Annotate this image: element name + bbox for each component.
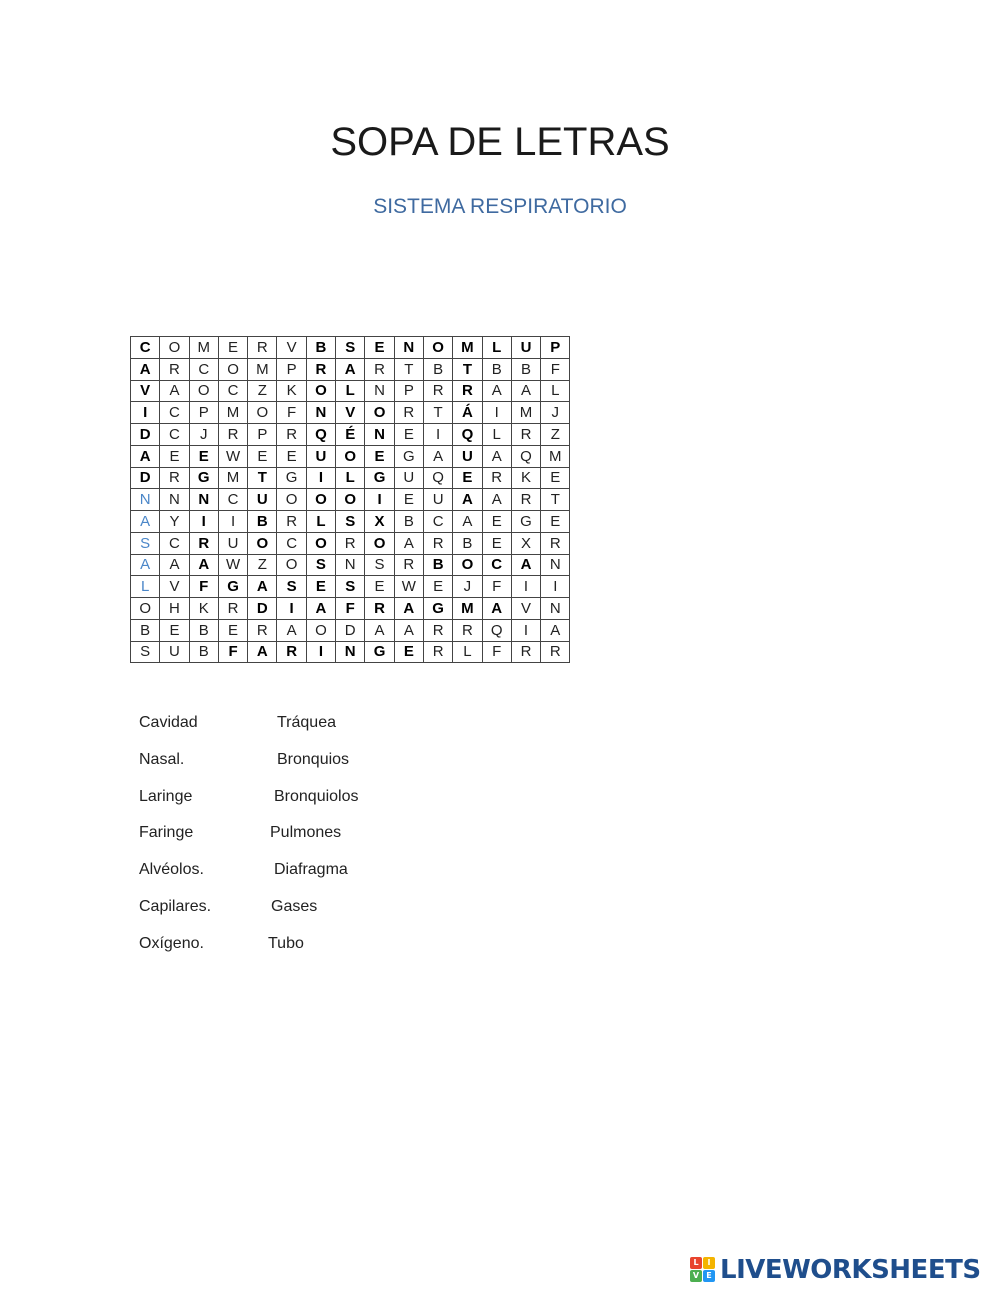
grid-cell[interactable]: F [336,598,365,620]
word-item: Capilares. [139,897,212,915]
word-item: Cavidad [139,714,198,731]
grid-cell[interactable]: T [453,358,482,380]
word-item: Faringe [139,824,194,842]
grid-cell[interactable]: C [160,402,189,424]
grid-cell[interactable]: U [248,489,277,511]
grid-cell[interactable]: I [189,511,218,533]
grid-cell[interactable]: E [394,424,423,446]
grid-cell[interactable]: V [160,576,189,598]
grid-cell[interactable]: I [218,511,247,533]
grid-cell[interactable]: B [248,511,277,533]
grid-cell[interactable]: A [131,445,160,467]
grid-cell[interactable]: R [482,467,511,489]
grid-cell[interactable]: J [541,402,570,424]
grid-cell[interactable]: A [365,619,394,641]
grid-cell[interactable]: N [306,402,335,424]
grid-cell[interactable]: G [218,576,247,598]
word-search-grid [130,336,570,663]
grid-cell[interactable]: C [218,380,247,402]
grid-cell[interactable]: O [189,380,218,402]
grid-row [131,445,570,467]
grid-cell[interactable]: M [218,402,247,424]
grid-cell[interactable]: E [453,467,482,489]
grid-row [131,337,570,359]
liveworksheets-logo [690,1255,981,1285]
grid-cell[interactable]: S [131,532,160,554]
grid-cell[interactable]: P [189,402,218,424]
grid-cell[interactable]: L [482,424,511,446]
grid-row [131,641,570,663]
grid-row [131,402,570,424]
grid-cell[interactable]: R [394,402,423,424]
grid-cell[interactable]: Q [423,467,452,489]
grid-cell[interactable]: B [453,532,482,554]
grid-cell[interactable]: U [453,445,482,467]
grid-cell[interactable]: O [306,380,335,402]
grid-cell[interactable]: M [189,337,218,359]
grid-cell[interactable]: G [511,511,540,533]
grid-cell[interactable]: I [423,424,452,446]
grid-cell[interactable]: L [306,511,335,533]
grid-cell[interactable]: S [336,576,365,598]
grid-cell[interactable]: P [277,358,306,380]
grid-cell[interactable]: E [394,641,423,663]
grid-cell[interactable]: M [541,445,570,467]
grid-cell[interactable]: F [482,641,511,663]
grid-cell[interactable]: A [482,380,511,402]
grid-cell[interactable]: B [394,511,423,533]
grid-cell[interactable]: Q [453,424,482,446]
grid-cell[interactable]: N [131,489,160,511]
grid-cell[interactable]: E [277,445,306,467]
grid-cell[interactable]: K [189,598,218,620]
grid-cell[interactable]: B [306,337,335,359]
grid-cell[interactable]: S [365,554,394,576]
grid-cell[interactable]: A [131,554,160,576]
grid-cell[interactable]: R [277,511,306,533]
grid-cell[interactable]: J [453,576,482,598]
grid-cell[interactable]: U [423,489,452,511]
grid-cell[interactable]: G [365,641,394,663]
grid-cell[interactable]: F [277,402,306,424]
grid-row [131,532,570,554]
grid-cell[interactable]: C [423,511,452,533]
word-item: Laringe [139,787,193,805]
liveworksheets-logo-icon [690,1257,716,1283]
grid-cell[interactable]: R [336,532,365,554]
grid-cell[interactable]: I [365,489,394,511]
grid-cell[interactable]: Q [482,619,511,641]
grid-cell[interactable]: W [218,445,247,467]
grid-cell[interactable]: H [160,598,189,620]
grid-cell[interactable]: U [511,337,540,359]
grid-cell[interactable]: O [365,402,394,424]
grid-cell[interactable]: N [365,380,394,402]
word-list-row [139,861,499,898]
grid-cell[interactable]: A [248,576,277,598]
grid-cell[interactable]: O [248,402,277,424]
grid-cell[interactable]: O [277,554,306,576]
grid-cell[interactable]: G [423,598,452,620]
grid-cell[interactable]: R [160,467,189,489]
grid-cell[interactable]: E [394,489,423,511]
grid-cell[interactable]: B [189,641,218,663]
grid-cell[interactable]: E [541,467,570,489]
grid-cell[interactable]: R [365,598,394,620]
grid-cell[interactable]: O [306,619,335,641]
grid-cell[interactable]: M [218,467,247,489]
grid-cell[interactable]: A [394,598,423,620]
grid-cell[interactable]: A [306,598,335,620]
grid-cell[interactable]: E [365,337,394,359]
word-item: Tubo [268,934,304,952]
grid-cell[interactable]: R [277,641,306,663]
grid-cell[interactable]: S [306,554,335,576]
grid-cell[interactable]: O [336,445,365,467]
grid-cell[interactable]: O [336,489,365,511]
grid-cell[interactable]: S [277,576,306,598]
grid-cell[interactable]: N [541,598,570,620]
grid-cell[interactable]: E [541,511,570,533]
grid-cell[interactable]: N [336,641,365,663]
grid-cell[interactable]: N [541,554,570,576]
grid-cell[interactable]: E [306,576,335,598]
grid-cell[interactable]: T [394,358,423,380]
grid-cell[interactable]: I [482,402,511,424]
page-subtitle: SISTEMA RESPIRATORIO [373,195,627,218]
grid-cell[interactable]: T [248,467,277,489]
grid-cell[interactable]: C [160,424,189,446]
grid-cell[interactable]: I [131,402,160,424]
page-title: SOPA DE LETRAS [330,120,670,164]
grid-cell[interactable]: O [306,489,335,511]
grid-cell[interactable]: I [511,576,540,598]
grid-cell[interactable]: A [511,380,540,402]
grid-row [131,576,570,598]
grid-cell[interactable]: U [160,641,189,663]
grid-cell[interactable]: E [482,532,511,554]
grid-cell[interactable]: E [189,445,218,467]
grid-cell[interactable]: M [511,402,540,424]
grid-cell[interactable]: R [365,358,394,380]
grid-cell[interactable]: I [541,576,570,598]
grid-cell[interactable]: A [160,554,189,576]
grid-cell[interactable]: R [218,598,247,620]
grid-cell[interactable]: B [189,619,218,641]
grid-cell[interactable]: F [482,576,511,598]
grid-cell[interactable]: O [131,598,160,620]
grid-cell[interactable]: B [423,554,452,576]
grid-cell[interactable]: C [277,532,306,554]
grid-cell[interactable]: A [277,619,306,641]
grid-cell[interactable]: B [423,358,452,380]
grid-cell[interactable]: A [453,489,482,511]
grid-cell[interactable]: F [189,576,218,598]
grid-cell[interactable]: N [365,424,394,446]
grid-cell[interactable]: L [453,641,482,663]
grid-cell[interactable]: R [511,641,540,663]
grid-cell[interactable]: F [541,358,570,380]
grid-cell[interactable]: M [453,337,482,359]
grid-cell[interactable]: I [306,641,335,663]
grid-cell[interactable]: R [160,358,189,380]
grid-cell[interactable]: R [423,532,452,554]
grid-row [131,358,570,380]
grid-cell[interactable]: Q [306,424,335,446]
grid-cell[interactable]: Y [160,511,189,533]
grid-cell[interactable]: Q [511,445,540,467]
grid-cell[interactable]: K [511,467,540,489]
grid-cell[interactable]: O [453,554,482,576]
grid-cell[interactable]: P [541,337,570,359]
grid-cell[interactable]: O [277,489,306,511]
grid-cell[interactable]: E [248,445,277,467]
grid-cell[interactable]: A [160,380,189,402]
grid-cell[interactable]: R [453,380,482,402]
word-item: Bronquiolos [274,787,359,805]
grid-cell[interactable]: T [423,402,452,424]
grid-cell[interactable]: É [336,424,365,446]
grid-cell[interactable]: X [365,511,394,533]
grid-cell[interactable]: P [394,380,423,402]
grid-cell[interactable]: A [511,554,540,576]
word-list-row [139,824,499,861]
grid-cell[interactable]: E [218,337,247,359]
grid-cell[interactable]: R [423,641,452,663]
word-item: Gases [271,897,318,915]
grid-cell[interactable]: O [218,358,247,380]
grid-cell[interactable]: L [482,337,511,359]
grid-cell[interactable]: D [131,467,160,489]
grid-cell[interactable]: A [482,489,511,511]
grid-cell[interactable]: R [423,380,452,402]
grid-cell[interactable]: V [336,402,365,424]
grid-cell[interactable]: V [277,337,306,359]
grid-cell[interactable]: S [131,641,160,663]
grid-cell[interactable]: A [482,598,511,620]
grid-cell[interactable]: G [365,467,394,489]
grid-cell[interactable]: M [248,358,277,380]
grid-cell[interactable]: A [394,619,423,641]
grid-cell[interactable]: U [218,532,247,554]
grid-cell[interactable]: A [423,445,452,467]
grid-cell[interactable]: A [541,619,570,641]
logo-tile: V [690,1270,702,1282]
grid-cell[interactable]: B [131,619,160,641]
grid-cell[interactable]: C [482,554,511,576]
grid-cell[interactable]: L [541,380,570,402]
grid-cell[interactable]: R [248,337,277,359]
grid-cell[interactable]: V [131,380,160,402]
grid-cell[interactable]: N [336,554,365,576]
grid-cell[interactable]: A [131,358,160,380]
grid-cell[interactable]: L [336,467,365,489]
grid-cell[interactable]: K [277,380,306,402]
grid-cell[interactable]: B [511,358,540,380]
word-item: Diafragma [274,861,348,879]
word-list-row [139,788,499,825]
word-list-row [139,935,499,972]
logo-tile: E [703,1270,715,1282]
word-item: Nasal. [139,750,185,768]
grid-row [131,554,570,576]
grid-cell[interactable]: V [511,598,540,620]
grid-cell[interactable]: E [160,619,189,641]
grid-cell[interactable]: N [189,489,218,511]
grid-cell[interactable]: O [423,337,452,359]
word-item: Pulmones [270,824,342,842]
grid-cell[interactable]: A [131,511,160,533]
grid-cell[interactable]: B [482,358,511,380]
logo-tile: L [690,1257,702,1269]
grid-cell[interactable]: R [394,554,423,576]
grid-cell[interactable]: R [511,424,540,446]
grid-cell[interactable]: R [277,424,306,446]
logo-tile: I [703,1257,715,1269]
word-item: Bronquios [277,750,350,768]
grid-cell[interactable]: R [541,532,570,554]
grid-cell[interactable]: O [248,532,277,554]
word-item: Tráquea [277,714,336,731]
liveworksheets-logo-text: LIVEWORKSHEETS [720,1255,981,1285]
grid-cell[interactable]: S [336,337,365,359]
word-item: Alvéolos. [139,861,204,879]
grid-cell[interactable]: D [131,424,160,446]
grid-cell[interactable]: Z [541,424,570,446]
grid-cell[interactable]: A [336,358,365,380]
grid-cell[interactable]: E [218,619,247,641]
grid-row [131,380,570,402]
grid-cell[interactable]: A [482,445,511,467]
grid-cell[interactable]: O [160,337,189,359]
grid-cell[interactable]: Z [248,554,277,576]
grid-cell[interactable]: C [131,337,160,359]
grid-cell[interactable]: I [306,467,335,489]
grid-cell[interactable]: R [541,641,570,663]
word-list-row [139,751,499,788]
grid-cell[interactable]: W [218,554,247,576]
grid-row [131,489,570,511]
grid-cell[interactable]: F [218,641,247,663]
grid-cell[interactable]: J [189,424,218,446]
word-item: Oxígeno. [139,934,204,952]
word-list [139,714,499,972]
grid-cell[interactable]: Á [453,402,482,424]
grid-cell[interactable]: E [160,445,189,467]
grid-cell[interactable]: C [160,532,189,554]
grid-cell[interactable]: A [394,532,423,554]
grid-cell[interactable]: N [160,489,189,511]
grid-cell[interactable]: G [189,467,218,489]
grid-cell[interactable]: A [189,554,218,576]
grid-cell[interactable]: E [423,576,452,598]
grid-cell[interactable]: R [511,489,540,511]
grid-cell[interactable]: I [277,598,306,620]
grid-cell[interactable]: E [482,511,511,533]
grid-cell[interactable]: R [248,619,277,641]
grid-cell[interactable]: E [365,445,394,467]
grid-cell[interactable]: A [248,641,277,663]
grid-cell[interactable]: E [365,576,394,598]
grid-cell[interactable]: Z [248,380,277,402]
word-list-row [139,898,499,935]
grid-cell[interactable]: C [189,358,218,380]
word-list-row [139,714,499,751]
grid-cell[interactable]: G [277,467,306,489]
grid-cell[interactable]: R [218,424,247,446]
grid-cell[interactable]: S [336,511,365,533]
grid-cell[interactable]: M [453,598,482,620]
grid-cell[interactable]: O [365,532,394,554]
grid-cell[interactable]: D [336,619,365,641]
grid-row [131,598,570,620]
grid-cell[interactable]: X [511,532,540,554]
grid-cell[interactable]: O [306,532,335,554]
grid-cell[interactable]: R [306,358,335,380]
grid-cell[interactable]: R [453,619,482,641]
grid-cell[interactable]: I [511,619,540,641]
grid-row [131,619,570,641]
grid-cell[interactable]: W [394,576,423,598]
grid-cell[interactable]: A [453,511,482,533]
grid-cell[interactable]: U [306,445,335,467]
grid-row [131,511,570,533]
grid-cell[interactable]: T [541,489,570,511]
grid-cell[interactable]: R [189,532,218,554]
grid-cell[interactable]: C [218,489,247,511]
grid-row [131,467,570,489]
grid-cell[interactable]: N [394,337,423,359]
grid-cell[interactable]: D [248,598,277,620]
grid-row [131,424,570,446]
grid-cell[interactable]: L [131,576,160,598]
grid-cell[interactable]: P [248,424,277,446]
grid-cell[interactable]: L [336,380,365,402]
grid-cell[interactable]: G [394,445,423,467]
grid-cell[interactable]: U [394,467,423,489]
grid-cell[interactable]: R [423,619,452,641]
